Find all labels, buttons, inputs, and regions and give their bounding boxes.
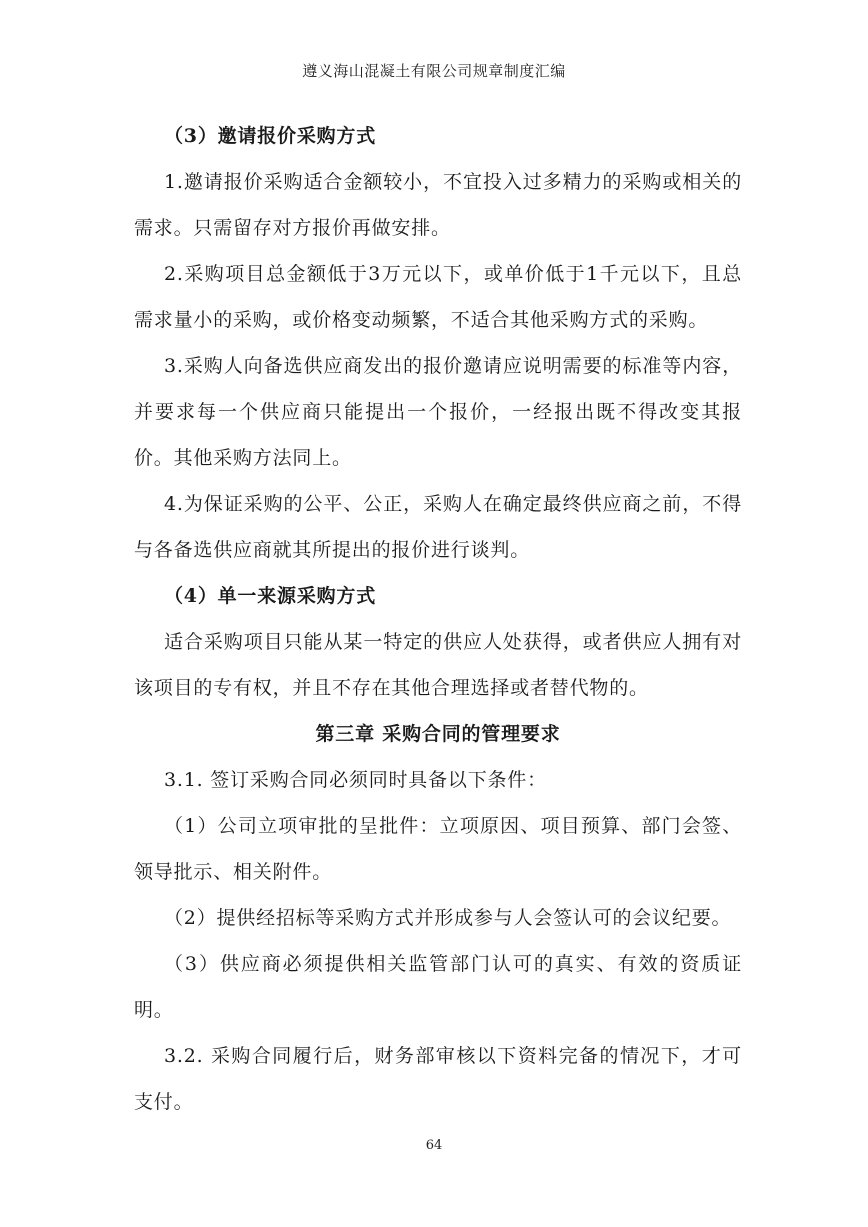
paragraph-7: （1）公司立项审批的呈批件：立项原因、项目预算、部门会签、领导批示、相关附件。 — [134, 815, 742, 883]
page-header: 遵义海山混凝土有限公司规章制度汇编 — [302, 62, 566, 80]
paragraph-2: 2.采购项目总金额低于3万元以下，或单价低于1千元以下，且总需求量小的采购，或价格变动频繁，不适合其他采购方式的采购。 — [134, 263, 742, 331]
paragraph-9: （3）供应商必须提供相关监管部门认可的真实、有效的资质证明。 — [134, 953, 742, 1021]
paragraph-4: 4.为保证采购的公平、公正，采购人在确定最终供应商之前，不得与各备选供应商就其所提出的报价进行谈判。 — [134, 493, 742, 561]
paragraph-1: 1.邀请报价采购适合金额较小，不宜投入过多精力的采购或相关的需求。只需留存对方报价再做安排。 — [134, 171, 742, 239]
section-heading-single-source: （4）单一来源采购方式 — [164, 585, 377, 607]
paragraph-6: 3.1. 签订采购合同必须同时具备以下条件： — [164, 769, 547, 791]
page-number: 64 — [425, 1138, 443, 1153]
paragraph-5: 适合采购项目只能从某一特定的供应人处获得，或者供应人拥有对该项目的专有权，并且不存在其他合理选择或者替代物的。 — [134, 631, 742, 699]
paragraph-10: 3.2. 采购合同履行后，财务部审核以下资料完备的情况下，才可支付。 — [134, 1045, 742, 1113]
chapter-title: 第三章 采购合同的管理要求 — [315, 723, 561, 745]
paragraph-3: 3.采购人向备选供应商发出的报价邀请应说明需要的标准等内容，并要求每一个供应商只能提出一个报价，一经报出既不得改变其报价。其他采购方法同上。 — [134, 355, 742, 469]
document-body — [134, 113, 742, 1125]
section-heading-invitation-quote: （3）邀请报价采购方式 — [164, 125, 377, 147]
paragraph-8: （2）提供经招标等采购方式并形成参与人会签认可的会议纪要。 — [164, 907, 732, 929]
